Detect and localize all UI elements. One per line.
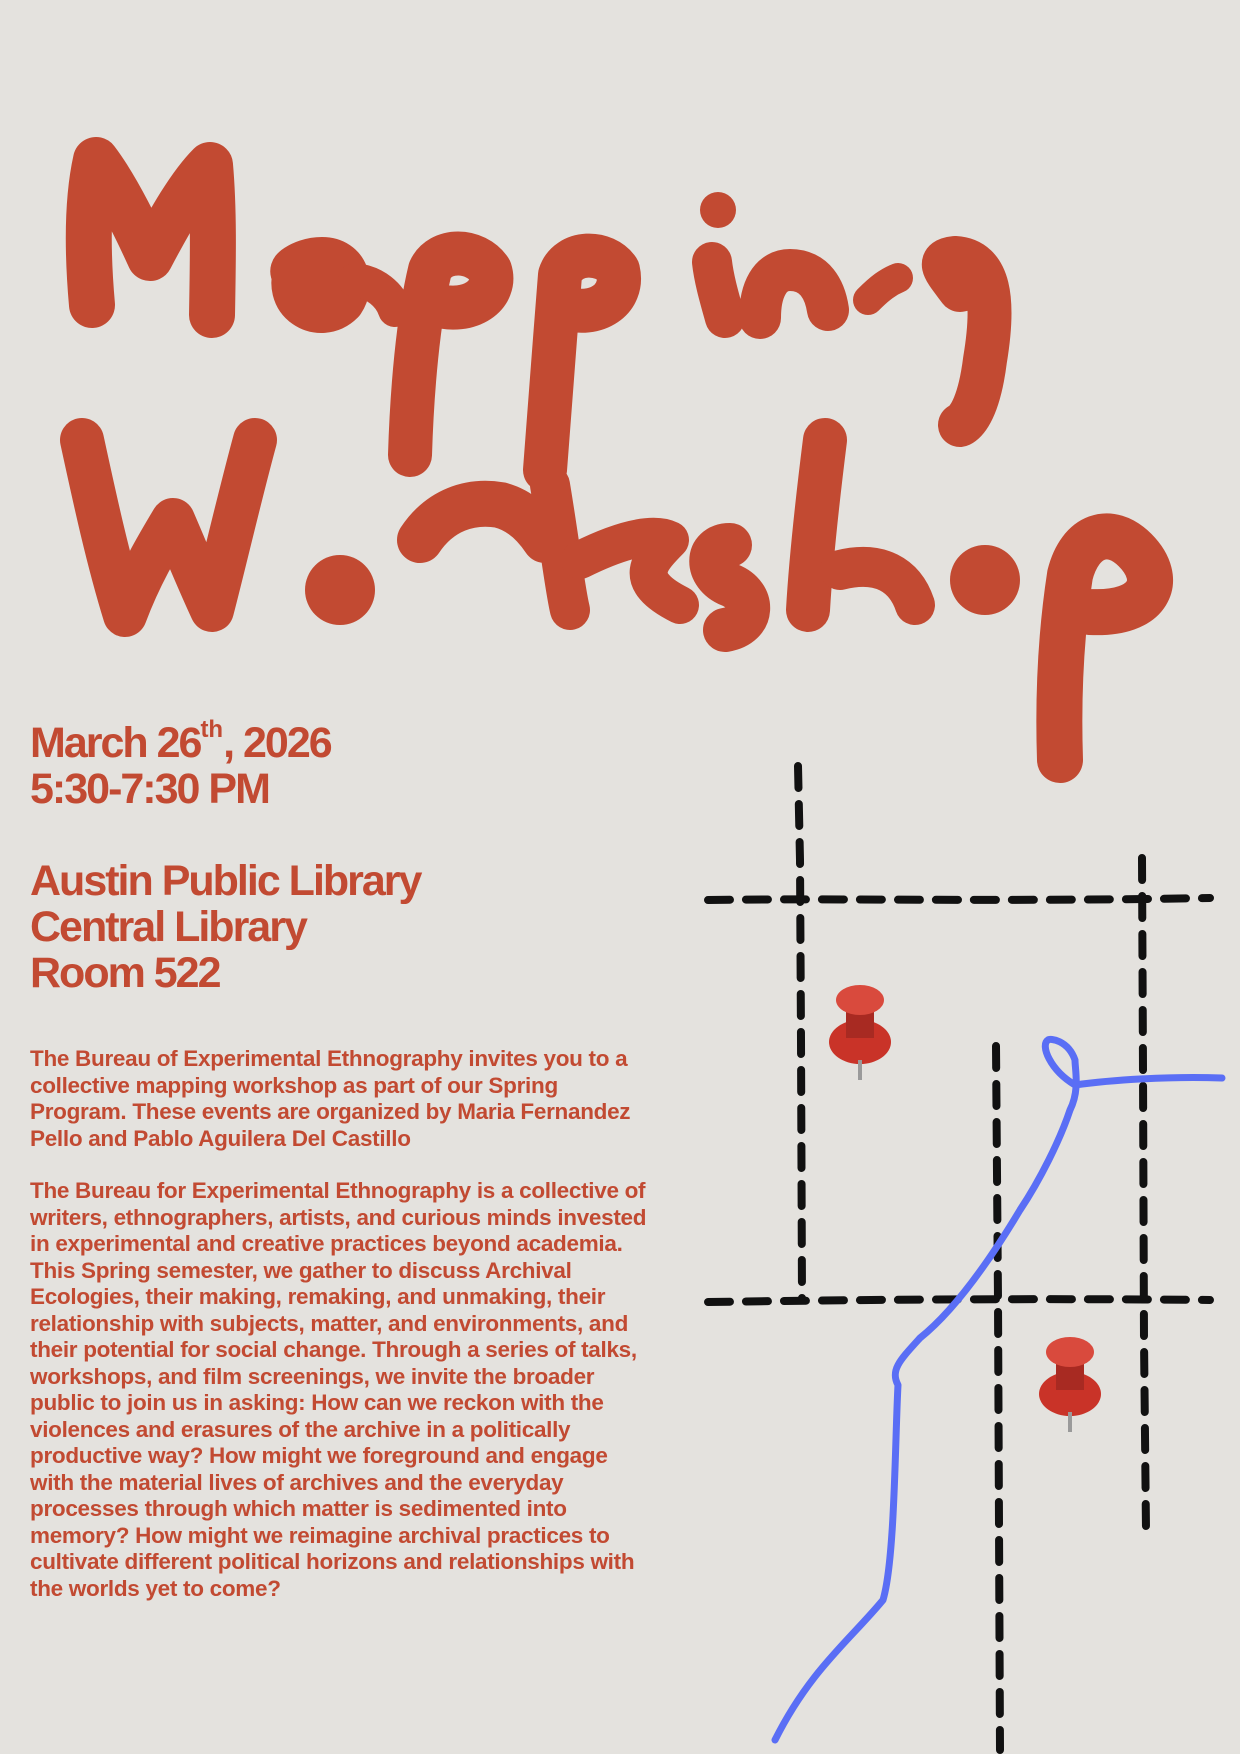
venue-branch: Central Library bbox=[30, 903, 306, 951]
street-grid bbox=[708, 766, 1210, 1750]
description bbox=[30, 1046, 650, 1628]
event-date: March 26th, 2026 bbox=[30, 716, 331, 767]
street-line bbox=[708, 898, 1210, 900]
venue-room: Room 522 bbox=[30, 949, 220, 997]
venue-name: Austin Public Library bbox=[30, 857, 421, 905]
pushpin-icon bbox=[1039, 1337, 1101, 1432]
street-line bbox=[996, 1046, 1000, 1750]
map-illustration bbox=[690, 740, 1240, 1754]
street-line bbox=[798, 766, 802, 1300]
about-paragraph: The Bureau for Experimental Ethnography is a collective of writers, ethnographers, artists, and curious minds invested in experimental and creative practices beyond academia. This Spring semester, we gather to discuss Archival Ecologies, their making, remaking, and unmaking, their relationship with subjects, matter, and environments, and their potential for social change. Through a series of talks, workshops, and film screenings, we invite the broader public to join us in asking: How can we reckon with the violences and erasures of the archive in a politically productive way? How might we foreground and engage with the material lives of archives and the everyday processes through which matter is sedimented into memory? How might we reimagine archival practices to cultivate different political horizons and relationships with the worlds yet to come? bbox=[30, 1178, 647, 1601]
title-lettering bbox=[0, 0, 1240, 800]
pushpin-icon bbox=[829, 985, 891, 1080]
invitation-paragraph: The Bureau of Experimental Ethnography invites you to a collective mapping workshop as part of our Spring Program. These events are organized by Maria Fernandez Pello and Pablo Aguilera Del Castillo bbox=[30, 1046, 631, 1151]
event-info bbox=[30, 716, 670, 997]
event-time: 5:30-7:30 PM bbox=[30, 765, 269, 813]
street-line bbox=[1142, 858, 1146, 1530]
